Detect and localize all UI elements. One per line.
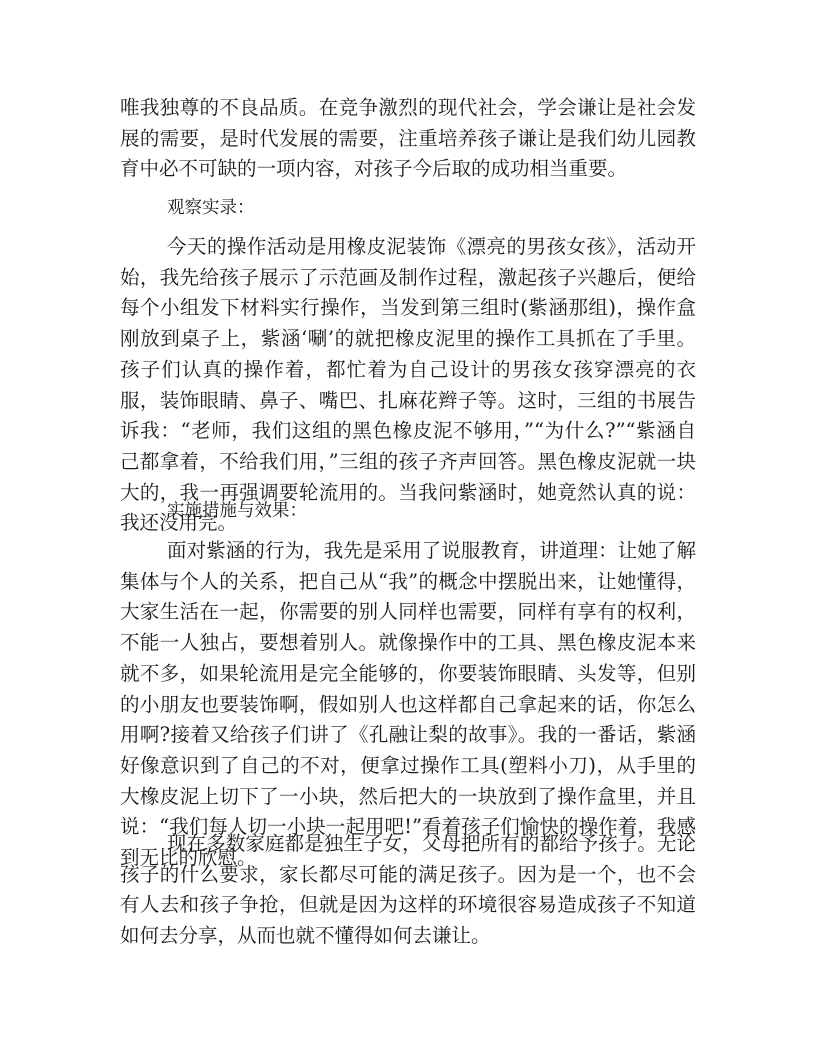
- reflection-paragraph: 现在多数家庭都是独生子女，父母把所有的都给予孩子。无论孩子的什么要求，家长都尽可能的满足孩子。因为是一个，也不会有人去和孩子争抢，但就是因为这样的环境很容易造成孩子不知道如何去分享，从而也就不懂得如何去谦让。: [120, 832, 696, 948]
- measures-paragraph: 面对紫涵的行为，我先是采用了说服教育，讲道理：让她了解集体与个人的关系，把自己从“我”的概念中摆脱出来，让她懂得，大家生活在一起，你需要的别人同样也需要，同样有享有的权利，不能一人独占，要想着别人。就像操作中的工具、黑色橡皮泥本来就不多，如果轮流用是完全能够的，你要装饰眼睛、头发等，但别的小朋友也要装饰啊，假如别人也这样都自己拿起来的话，你怎么用啊?接着又给孩子们讲了《孔融让梨的故事》。我的一番话，紫涵好像意识到了自己的不对，便拿过操作工具(塑料小刀)，从手里的大橡皮泥上切下了一小块，然后把大的一块放到了操作盒里，并且说：“我们每人切一小块一起用吧!”看着孩子们愉快的操作着，我感到无比的欣慰。: [120, 539, 696, 870]
- observation-heading: 观察实录：: [167, 198, 255, 218]
- intro-paragraph: 唯我独尊的不良品质。在竞争激烈的现代社会，学会谦让是社会发展的需要，是时代发展的需要，注重培养孩子谦让是我们幼儿园教育中必不可缺的一项内容，对孩子今后取的成功相当重要。: [120, 96, 696, 181]
- observation-paragraph: 今天的操作活动是用橡皮泥装饰《漂亮的男孩女孩》，活动开始，我先给孩子展示了示范画及制作过程，激起孩子兴趣后，便给每个小组发下材料实行操作，当发到第三组时(紫涵那组)，操作盒刚放到桌子上，紫涵‘唰’的就把橡皮泥里的操作工具抓在了手里。孩子们认真的操作着，都忙着为自己设计的男孩女孩穿漂亮的衣服，装饰眼睛、鼻子、嘴巴、扎麻花辫子等。这时，三组的书展告诉我：“老师，我们这组的黑色橡皮泥不够用，”“为什么?”“紫涵自己都拿着，不给我们用，”三组的孩子齐声回答。黑色橡皮泥就一块大的，我一再强调要轮流用的。当我问紫涵时，她竟然认真的说：我还没用完。: [120, 235, 696, 535]
- measures-heading: 实施措施与效果：: [167, 501, 307, 521]
